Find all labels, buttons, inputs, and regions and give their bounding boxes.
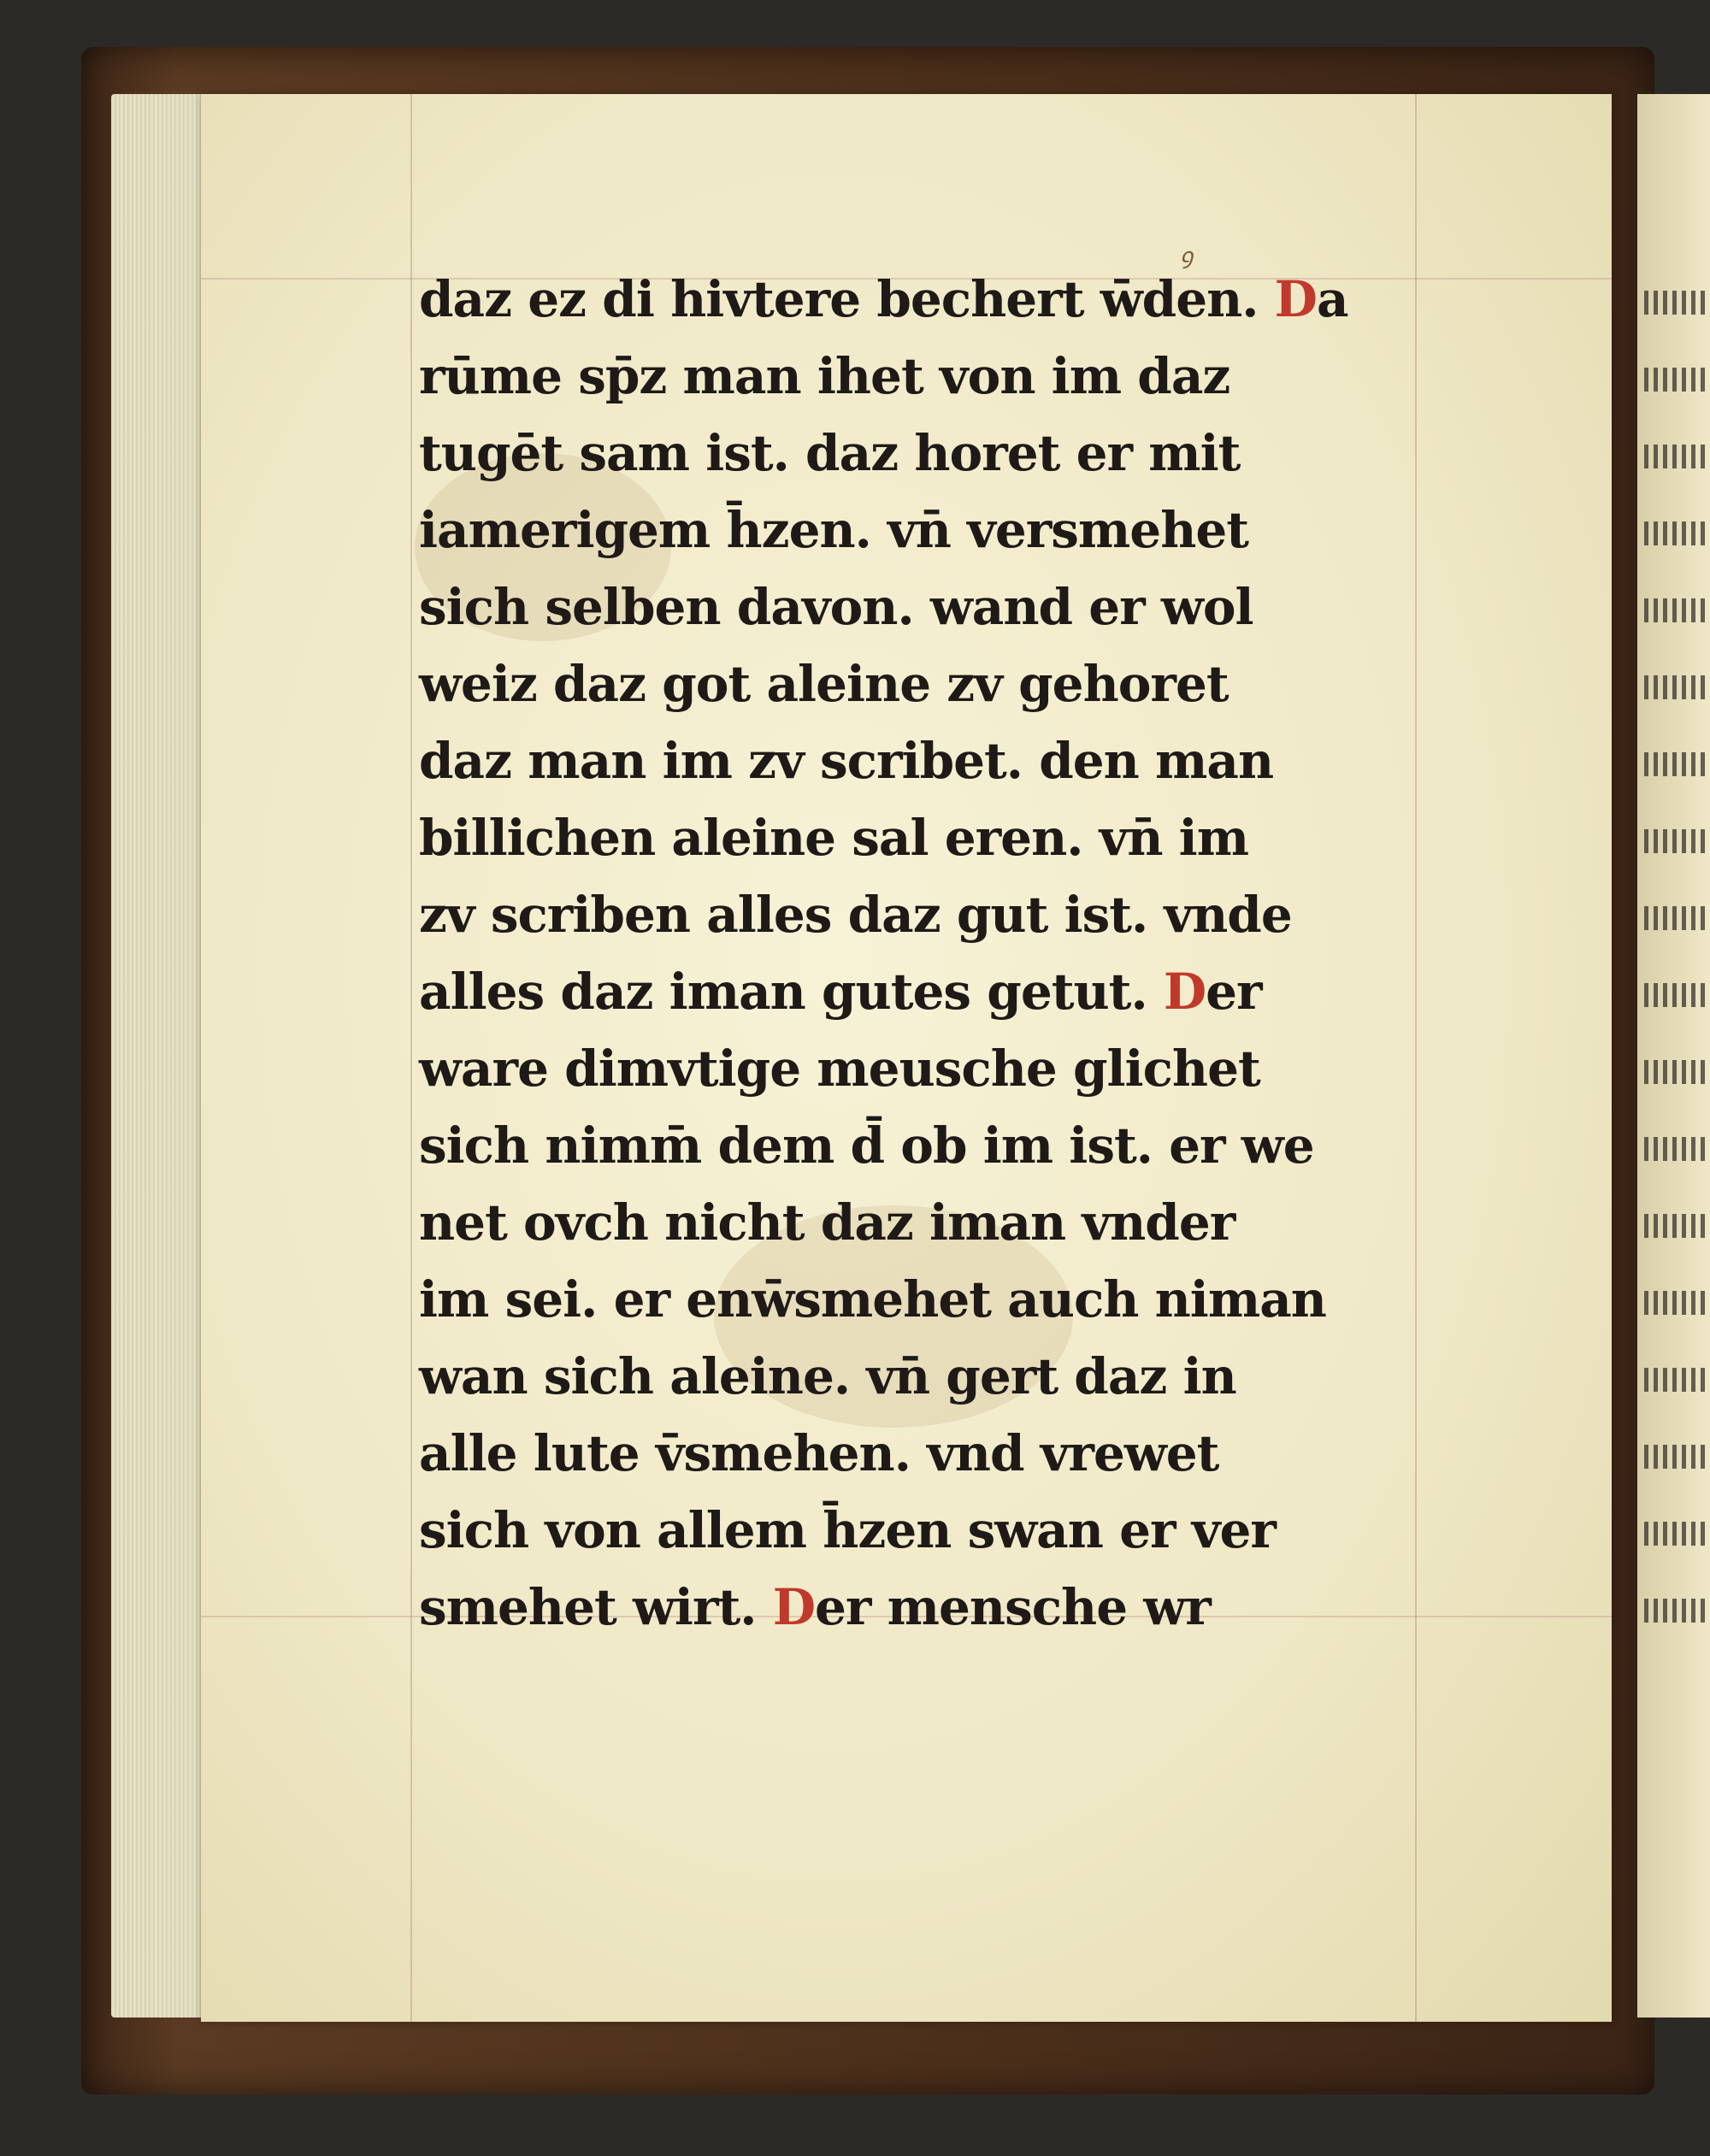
facing-text-line — [1644, 829, 1710, 853]
text-line-12: sich nimm̄ dem d̄ ob im ist. er we — [419, 1116, 1314, 1175]
text-line-1: daz ez di hivtere bechert w̄den. Da — [419, 270, 1348, 328]
facing-text-line — [1644, 1291, 1710, 1315]
text-line-3: tugēt sam ist. daz horet er mit — [419, 424, 1241, 482]
facing-text-line — [1644, 1214, 1710, 1238]
text-line-5: sich selben davon. wand er wol — [419, 578, 1253, 636]
text-line-2: rūme sp̄z man ihet von im daz — [419, 347, 1230, 405]
facing-text-line — [1644, 1522, 1710, 1546]
facing-text-line — [1644, 752, 1710, 776]
text-line-8: billichen aleine sal eren. vn̄ im — [419, 809, 1249, 867]
text-line-9: zv scriben alles daz gut ist. vnde — [419, 886, 1292, 944]
text-line-14: im sei. er enw̄smehet auch niman — [419, 1270, 1326, 1328]
text-line-18: smehet wirt. Der mensche wr — [419, 1578, 1211, 1636]
facing-text-line — [1644, 598, 1710, 622]
text-line-10: alles daz iman gutes getut. Der — [419, 963, 1262, 1021]
facing-text-line — [1644, 906, 1710, 930]
facing-text-line — [1644, 1060, 1710, 1084]
facing-text-line — [1644, 675, 1710, 699]
ruling-line-left — [410, 94, 412, 2022]
text-line-6: weiz daz got aleine zv gehoret — [419, 655, 1229, 713]
facing-text-line — [1644, 445, 1710, 468]
facing-text-line — [1644, 368, 1710, 392]
facing-text-line — [1644, 983, 1710, 1007]
facing-text-line — [1644, 291, 1710, 315]
facing-text-line — [1644, 521, 1710, 545]
facing-text-line — [1644, 1599, 1710, 1623]
text-line-11: ware dimvtige meusche glichet — [419, 1040, 1260, 1098]
facing-text-line — [1644, 1137, 1710, 1161]
catchword-mark: ꝯ — [1180, 244, 1194, 269]
text-line-15: wan sich aleine. vn̄ gert daz in — [419, 1347, 1236, 1405]
text-line-7: daz man im zv scribet. den man — [419, 732, 1274, 790]
text-line-4: iamerigem h̄zen. vn̄ versmehet — [419, 501, 1249, 559]
facing-text-line — [1644, 1445, 1710, 1469]
page-edges — [111, 94, 205, 2018]
text-line-17: sich von allem h̄zen swan er ver — [419, 1501, 1276, 1559]
manuscript-text — [419, 261, 1471, 1646]
text-line-13: net ovch nicht daz iman vnder — [419, 1193, 1235, 1252]
text-line-16: alle lute v̄smehen. vnd vrewet — [419, 1424, 1219, 1482]
facing-page-edge — [1637, 94, 1710, 2018]
facing-text-line — [1644, 1368, 1710, 1392]
